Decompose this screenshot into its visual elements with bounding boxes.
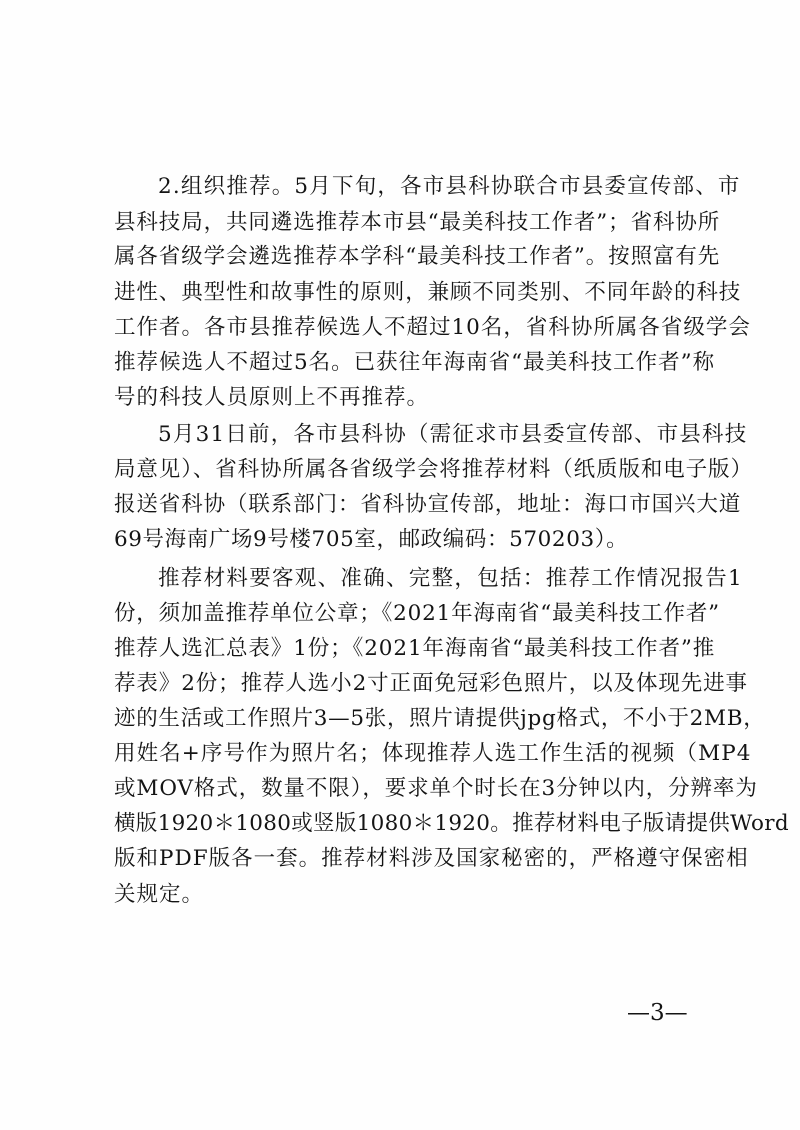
paragraph-2-line-1: 5月31日前，各市县科协（需征求市县委宣传部、市县科技: [158, 422, 748, 447]
paragraph-1-line-2: 县科技局，共同遴选推荐本市县“最美科技工作者”；省科协所: [114, 210, 721, 235]
paragraph-1-line-4: 进性、典型性和故事性的原则，兼顾不同类别、不同年龄的科技: [114, 280, 742, 305]
page-number: —3—: [627, 1000, 688, 1026]
paragraph-3-line-6: 用姓名+序号作为照片名；体现推荐人选工作生活的视频（MP4: [114, 741, 752, 766]
paragraph-1-line-7: 号的科技人员原则上不再推荐。: [114, 385, 430, 410]
paragraph-3-line-2: 份，须加盖推荐单位公章；《2021年海南省“最美科技工作者”: [114, 601, 720, 626]
paragraph-1-line-1: 2.组织推荐。5月下旬，各市县科协联合市县委宣传部、市: [158, 174, 741, 199]
paragraph-1-line-3: 属各省级学会遴选推荐本学科“最美科技工作者”。按照富有先: [114, 244, 721, 269]
paragraph-3-line-10: 关规定。: [114, 882, 205, 907]
paragraph-3-line-5: 迹的生活或工作照片3—5张，照片请提供jpg格式，不小于2MB，: [114, 706, 766, 731]
paragraph-3-line-1: 推荐材料要客观、准确、完整，包括：推荐工作情况报告1: [158, 566, 743, 591]
paragraph-3-line-9: 版和PDF版各一套。推荐材料涉及国家秘密的，严格遵守保密相: [114, 846, 749, 871]
paragraph-1-line-6: 推荐候选人不超过5名。已获往年海南省“最美科技工作者”称: [114, 350, 716, 375]
paragraph-2-line-2: 局意见）、省科协所属各省级学会将推荐材料（纸质版和电子版）: [114, 457, 753, 482]
paragraph-3-line-4: 荐表》2份；推荐人选小2寸正面免冠彩色照片，以及体现先进事: [114, 671, 748, 696]
paragraph-2-line-3: 报送省科协（联系部门：省科协宣传部，地址：海口市国兴大道: [114, 492, 742, 517]
paragraph-3-line-3: 推荐人选汇总表》1份；《2021年海南省“最美科技工作者”推: [114, 636, 716, 661]
paragraph-1-line-5: 工作者。各市县推荐候选人不超过10名，省科协所属各省级学会: [114, 315, 751, 340]
paragraph-3-line-8: 横版1920＊1080或竖版1080＊1920。推荐材料电子版请提供Word: [114, 811, 789, 836]
paragraph-2-line-4: 69号海南广场9号楼705室，邮政编码：570203）。: [114, 527, 629, 552]
paragraph-3-line-7: 或MOV格式，数量不限），要求单个时长在3分钟以内，分辨率为: [114, 776, 758, 801]
